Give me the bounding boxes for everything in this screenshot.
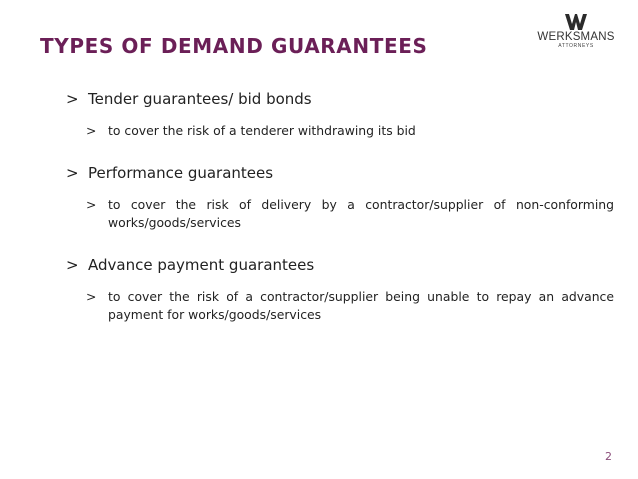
sub-bullet-marker: > xyxy=(86,123,97,138)
logo-subtitle: ATTORNEYS xyxy=(558,43,594,49)
bullet-item-advance-payment xyxy=(66,255,626,324)
bullet-list xyxy=(66,89,626,324)
bullet-level2 xyxy=(86,288,614,324)
sub-bullet-marker: > xyxy=(86,289,97,304)
bullet-level2 xyxy=(86,122,614,140)
sub-bullet-text: to cover the risk of a tenderer withdrawing its bid xyxy=(108,123,416,138)
bullet-item-tender xyxy=(66,89,626,140)
bullet-level2 xyxy=(86,196,614,232)
w-mark-icon xyxy=(565,14,587,30)
bullet-marker: > xyxy=(66,90,79,108)
bullet-marker: > xyxy=(66,164,79,182)
sub-bullet-marker: > xyxy=(86,197,97,212)
bullet-text: Performance guarantees xyxy=(88,164,274,182)
logo-name: WERKSMANS xyxy=(537,31,615,43)
bullet-text: Tender guarantees/ bid bonds xyxy=(88,90,312,108)
page-number: 2 xyxy=(605,450,612,463)
bullet-text: Advance payment guarantees xyxy=(88,256,315,274)
werksmans-logo xyxy=(530,14,622,62)
bullet-level1 xyxy=(66,163,626,183)
bullet-item-performance xyxy=(66,163,626,232)
sub-bullet-text: to cover the risk of a contractor/supplier being unable to repay an advance payment for works/goods/services xyxy=(108,289,614,322)
bullet-level1 xyxy=(66,89,626,109)
slide-title: TYPES OF DEMAND GUARANTEES xyxy=(40,34,428,58)
bullet-marker: > xyxy=(66,256,79,274)
sub-bullet-text: to cover the risk of delivery by a contractor/supplier of non-conforming works/goods/services xyxy=(108,197,614,230)
bullet-level1 xyxy=(66,255,626,275)
